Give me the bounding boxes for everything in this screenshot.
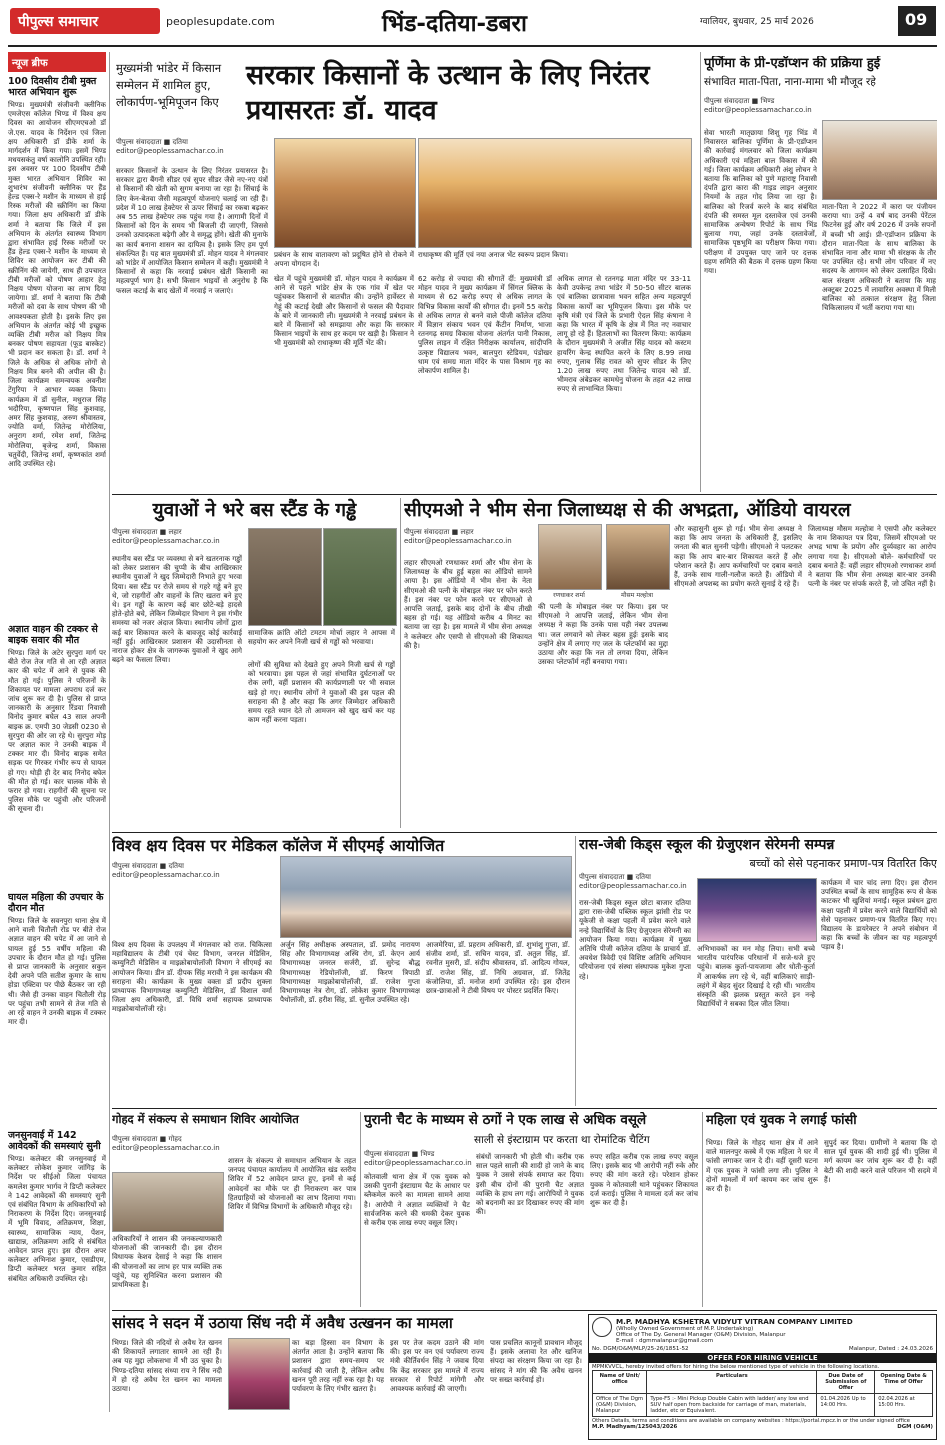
cmo-col-4: जिलाध्यक्ष मौसम मल्होत्रा ने एसपी और कलेक्टर के नाम शिकायत पत्र दिया, जिसमें सीएमओ पर अभद्र भाषा के प्रयोग और दुर्व्यवहार का आरोप लगाया गया है। सीएमओ बोले- कर्मचारियों पर दबाव बनाते हैं: वहीं लहार सीएमओ रणधाकर शर्मा ने बताया कि भीम सेना अध्यक्ष बार-बार उनकी पत्नी के नंबर पर संपर्क करते हैं, जो उचित नहीं है। [808,524,936,589]
lead-col-4: अधिक लागत से रतनगढ़ माता मंदिर पर 33-11 केवी उपकेन्द्र तथा भांडेर में 50-50 सीटर बालक एवं बालिका छात्रावास भवन सहित अन्य महत्वपूर्ण विकास कार्यों का भूमिपूजन किया। इस मौके पर कृषि मंत्री एवं जिले के प्रभारी ऐदल सिंह कंषाना ने कहा कि भारत में कृषि के क्षेत्र में नित नए नवाचार लागू हो रहे हैं। हितलाभों का वितरण किया: कार्यक्रम के दौरान मुख्यमंत्री ने अजीत सिंह यादव को कस्टम हायरिंग केन्द्र स्थापित करने के लिए 8.99 लाख रुपए, गुलाब सिंह रावत को सुपर सीडर के लिए 1.20 लाख रुपए तथा जितेन्द्र यादव को डॉ. भीमराव अंबेडकर कामधेनु योजना के तहत 42 लाख रुपए से लाभान्वित किया। [557,274,691,394]
brief-item [8,892,106,1126]
gohad-story [112,1112,357,1307]
tender-email: E-mail : dgmmalanpur@gmail.com [616,1338,714,1344]
purnima-headline: पूर्णिमा के प्री-एडॉप्शन की प्रक्रिया हुई [704,56,881,71]
bus-col-1: स्थानीय बस स्टैंड पर व्यवस्था से बने खतरनाक गड्ढों को लेकर प्रशासन की चुप्पी के बीच आखिरकार स्थानीय युवाओं ने खुद जिम्मेदारी निभाते हुए भरवा दिया। बस स्टैंड पर रोजे समय से गहरे गड्ढे बने हुए थे, जो राहगीरों और वाहनों के लिए खतरा बने हुए थे। इन गड्ढों के कारण कई बार छोटे-बड़े हादसे होते-होते बचे, लेकिन जिम्मेदार विभाग ने इस गंभीर समस्या को नजर अंदाज किया। स्थानीय लोगों द्वारा कई बार शिकायत करने के बावजूद कोई कार्रवाई नहीं हुई। आखिरकार प्रशासन की उदासीनता से नाराज होकर क्षेत्र के जागरूक युवाओं ने खुद आगे बढ़ने का फैसला लिया। [112,554,242,665]
table-row [593,1394,933,1417]
byline-name: पीपुल्स संवाददाता [404,528,450,536]
byline-place: लहार [460,528,474,536]
lead-story [112,52,697,492]
column-divider [400,498,401,828]
section-rule [112,832,937,833]
bus-photo-2 [323,528,397,626]
tender-ref: No. DGM/O&M/MLP/25-26/1851-52 [592,1346,689,1352]
cmo-col-3: और कहासुनी शुरू हो गई। भीम सेना अध्यक्ष ने कहा कि आप जनता के अधिकारी हैं, इसलिए जनता की बात सुननी पड़ेगी। सीएमओ ने पलटकर कहा कि आप बार-बार शिकायत करते हैं और परेशान करते हैं। आप कर्मचारियों पर दबाव बनाते हैं, उनके साथ गाली-गलौज करते हैं। ऑडियो में सीएमओ अपशब्द का प्रयोग करते सुनाई दे रहे हैं। [674,524,802,589]
tb-day-col-1: विश्व क्षय दिवस के उपलक्ष्य में मंगलवार को राज. चिकित्सा महाविद्यालय के टीबी एवं चेस्ट विभाग, जनरल मेडिसिन, कम्युनिटी मेडिसिन व माइक्रोबायोलॉजी विभाग ने सीएमई का आयोजन किया। डीन डॉ. दीपक सिंह मरावी ने इस कार्यक्रम की सराहना की। कार्यक्रम के मुख्य वक्ता डॉ प्रदीप शुक्ला प्राध्यापक विभागाध्यक्ष कम्युनिटी मेडिसिन, डॉ विशाल वर्मा जिला क्षय अधिकारी, डॉ. विधि शर्मा सहायक प्राध्यापक माइक्रोबायोलॉजी रहे। [112,940,272,1014]
cmo-story [404,498,937,828]
masthead [0,0,945,46]
brief-title: घायल महिला की उपचार के दौरान मौत [8,892,104,914]
column-divider [575,836,576,1106]
section-rule [112,494,937,495]
byline-name: पीपुल्स संवाददाता [112,1135,158,1143]
cmo-col-2: की पत्नी के मोबाइल नंबर पर किया। इस पर सीएमओ ने आपत्ति जताई, लेकिन भीम सेना अध्यक्ष ने कहा कि उनके पास यही नंबर उपलब्ध था। जल लगवाने को लेकर बहस हुईः इसके बाद उन्होंने क्षेत्र में लगाए गए जल के प्लेटफॉर्म का मुद्दा उठाया और कहा कि नल तो लगवा दिया, लेकिन उसका प्लेटफॉर्म नहीं बनवाया गया। [538,602,668,667]
fraud-headline: पुरानी चैट के माध्यम से ठगों ने एक लाख से अधिक वसूले [364,1112,647,1128]
tb-day-headline: विश्व क्षय दिवस पर मेडिकल कॉलेज में सीएमई आयोजित [112,836,445,855]
byline: पीपुल्स संवाददाता ■ दतिया [116,138,188,146]
byline-email: editor@peoplessamachar.co.in [112,1144,220,1152]
tender-ad [588,1314,937,1440]
suicide-col-1: भिण्ड। जिले के गोहद थाना क्षेत्र में आने वाले मालनपुर कस्बे में एक महिला ने घर में फांसी लगाकर जान दे दी। वहीं दूसरी घटना में एक युवक ने फांसी लगा ली। पुलिस ने दोनों मामलों में मर्ग कायम कर जांच शुरू कर दी है। [706,1138,818,1194]
byline-name: पीपुल्स संवाददाता [579,873,625,881]
byline-place: दतिया [168,862,184,870]
byline: पीपुल्स संवाददाता ■ भिण्ड [364,1150,435,1158]
tender-td: Type-F5 :- Mini Pickup Double Cabin with ladder/ any low end SUV half open from backside for carriage of man, materials, ladder, etc or Equivalent. [647,1394,817,1417]
brief-body: भिण्ड। जिले के सवनपुरा थाना क्षेत्र में आने वाली चितौली रोड पर बीते रोज अज्ञात वाहन की चपेट में आ जाने से घायल हुई 55 वर्षीय महिला की उपचार के दौरान मौत हो गई। पुलिस से प्राप्त जानकारी के अनुसार सकुन देवी अपने पति सतीश कुमार के साथ होडा एक्टिवा पर पीछे बैठकर जा रही थी। जैसे ही उनका वाहन चितौली रोड़ पर पहुंचा तभी सामने से तेज गति से आ रहे वाहन ने उनकी बाइक में टक्कर मार दी। [8,916,106,1027]
brief-item [8,624,106,888]
brief-body: भिण्ड। कलेक्टर की जनसुनवाई में कलेक्टर लोकेश कुमार जांगिड़ के निर्देश पर सीईओ जिला पंचायत कमलेश कुमार भार्गव ने डिप्टी कलेक्टर ने 142 आवेदकों की समस्याएं सुनी एवं संबंधित विभाग के अधिकारियों को निराकरण के निर्देश दिए। जनसुनवाई में भूमि विवाद, अतिक्रमण, शिक्षा, स्वास्थ्य, सामाजिक न्याय, पेंशन, खाद्यान्न, अतिक्रमण आदि से संबंधित आवेदन प्राप्त हुए। इस दौरान अपर कलेक्टर अभिनाश कुमार, एसडीएम, डिप्टी कलेक्टर भरत कुमार सहित संबंधित अधिकारी उपस्थित रहे। [8,1154,106,1283]
tender-intro: MPMKVVCL, hereby invited offers for hiring the below mentioned type of vehicle in the following locations. [592,1364,880,1370]
mp-col-4: पास प्रचलित कानूनों प्रावधान मौजूद हैं। इसके अलावा रेत और खनिज संपदा का संरक्षण किया जा रहा है। सांसद ने मांग की कि अवैध खनन पर सख्त कार्रवाई हो। [490,1338,582,1384]
tender-th: Opening Date & Time of Offer [875,1371,933,1394]
purnima-col-1: सेवा भारती मातृछाया शिशु गृह भिंड में निवासरत बालिका पूर्णिमा के प्री-एडॉप्शन की कार्रवाई मंगलवार को जिला कार्यक्रम अधिकारी एवं महिला बाल विकास में की गई। जिला कार्यक्रम अधिकारी अंशु लोचन ने बताया कि बालिका को पुणे महाराष्ट्र निवासी दंपति द्वारा कारा की गाइड लाइन अनुसार नियमों के तहत गोद लिया जा रहा है। बालिका को रिजर्व करने के बाद संबंधित दंपति की समस्त मूल दस्तावेज एवं उनकी सामाजिक अन्वेषण रिपोर्ट के साथ भिंड बुलाया गया, जहां उनके दस्तावेजों, सामाजिक पृष्ठभूमि का परीक्षण किया गया। परीक्षण में उपयुक्त पाए जाने पर दत्तक ग्रहण समिति की बैठक में दत्तक ग्रहण किया गया। [704,128,817,276]
gohad-headline: गोहद में संकल्प से समाधान शिविर आयोजित [112,1112,299,1126]
tender-footer1: Others Details, terms and conditions are available on company websites : https://portal.mpcz.in or the under signed office [592,1418,910,1424]
cmo-headline: सीएमओ ने भीम सेना जिलाध्यक्ष से की अभद्रता, ऑडियो वायरल [404,499,851,521]
cmo-photo-name-1: रणधाकर शर्मा [553,592,585,599]
brief-title: 100 दिवसीय टीबी मुक्त भारत अभियान शुरू [8,76,97,98]
bus-story [112,498,397,828]
byline: पीपुल्स संवाददाता ■ गोहद [112,1135,182,1143]
byline: पीपुल्स संवाददाता ■ दतिया [579,873,651,881]
tender-sub2: Office of The Dy. General Manager (O&M) Division, Malanpur [616,1332,786,1338]
gohad-photo [112,1172,224,1232]
tb-day-photo [280,856,572,938]
tender-td: Office of The Dgm (O&M) Division, Malanpur [593,1394,647,1417]
suicide-col-2: सुपुर्द कर दिया। ग्रामीणों ने बताया कि दो साल पूर्व युवक की शादी हुई थी। पुलिस में मर्ग कायम कर जांच शुरू कर दी है। वहीं बेटी की शादी करने वाले परिजन भी सदमे में हैं। [824,1138,937,1184]
cmo-photo-2 [606,524,670,590]
fraud-col-3: रुपए सहित करीब एक लाख रुपए वसूल लिए। इसके बाद भी आरोपी नहीं रुके और रुपए की मांग करते रहे। परेशान होकर युवक ने कोतवाली थाने पहुंचकर शिकायत दर्ज कराई। पुलिस ने मामला दर्ज कर जांच शुरू कर दी है। [590,1152,698,1208]
byline: पीपुल्स संवाददाता ■ लहार [404,528,474,536]
school-subhead: बच्चों को सेसे पहनाकर प्रमाण-पत्र वितरित किए [749,857,937,870]
tender-sub1: (Wholly Owned Government of M.P. Undertaking) [616,1326,754,1332]
lead-col-3: 62 करोड़ से ज्यादा की सौगातें दीं: मुख्यमंत्री डॉ मोहन यादव ने मुख्य कार्यक्रम में सिंगल क्लिक के माध्यम से 62 करोड़ रुपए से अधिक लागत के विभिन्न विकास कार्यों की सौगात दी। इनमें 55 करोड़ से अधिक लागत से बनने वाले पीजी कॉलेज दतिया में विज्ञान संकाय भवन एवं कैंटीन निर्माण, भाजा रतनगढ़ समग्र विकास योजना अंतर्गत पानी निकास, पुलिस लाइन में रक्षित निरीक्षक कार्यालय, सांदीपनि उत्कृष्ट विद्यालय भवन, बालपुरा स्टेडियम, पंडोखर धाम एवं समग्र माता मंदिर के पास विश्राम गृह का लोकार्पण शामिल है। [418,274,552,376]
school-col-1: रास-जेबी किड्स स्कूल छोटा बाजार दतिया द्वारा रास-जेबी पब्लिक स्कूल झांसी रोड पर यूकेजी से कक्षा पहली में प्रवेश करने वाले नन्हे विद्यार्थियों के लिए ग्रेजुएशन सेरेमनी का आयोजन किया गया। कार्यक्रम में मुख्य अतिथि पीजी कॉलेज दतिया के प्राचार्य डॉ. अवधेश त्रिवेदी एवं विशिष्ट अतिथि अभियान परियोजना एवं संस्था संस्थापक मुकेश गुप्ता रहे। [579,898,691,981]
tender-footer2: M.P. Madhyam/125043/2026 [592,1424,678,1430]
school-photo [697,878,817,942]
purnima-photo [822,120,937,200]
lead-kicker: मुख्यमंत्री भांडेर में किसान सम्मेलन में शामिल हुए, लोकार्पण-भूमिपूजन किए [116,61,222,109]
column-divider [702,1112,703,1307]
tender-footer3: DGM (O&M) [897,1424,933,1430]
fraud-col-1: कोतवाली थाना क्षेत्र में एक युवक को उसकी पुरानी इंस्टाग्राम चैट के आधार पर ब्लैकमेल करने का मामला सामने आया है। आरोपी ने अज्ञात व्यक्तियों ने चैट सार्वजनिक करने की धमकी देकर युवक से करीब एक लाख रुपए वसूल लिए। [364,1172,470,1228]
lead-caption-1: प्रबंधन के साथ वातावरण को प्रदूषित होने से रोकने में अपना योगदान दें। [274,250,414,269]
brief-body: भिण्ड। मुख्यमंत्री संजीवनी क्लीनिक एमजेएस कॉलेज भिण्ड में विश्व क्षय दिवस का आयोजन सीएमएचओ डॉ जे.एस. यादव के निर्देशन एवं जिला क्षय अधिकारी डॉ डीके शर्मा के मार्गदर्शन में किया गया। इसमें भिण्ड मधयसकंतु वर्षा कालोनि उपस्थित रही। इस अवसर पर 100 दिवसीय टीबी मुक्त भारत अभियान शिविर का शुभारंभ संजीवनी क्लीनिक पर हैंड हेल्ड एक्स-रे मशीन के माध्यम से हाई रिस्क मरीजों की स्क्रीनिंग का किया गया। जिला क्षय अधिकारी डॉ डीके शर्मा ने बताया कि जिले में इस अभियान के अंतर्गत स्वास्थ्य विभाग द्वारा संभावित हाई रिस्क मरीजों पर हैंड हेल्ड एक्स-रे मशीन के माध्यम से शिविर का आयोजन कर टीबी की स्क्रीनिंग की जायेगी, साथ ही उपचारत टीबी मरीजों को पोषण आहार हेतु निक्षय पोषण योजना का लाभ दिया जायेगा। डॉ. शर्मा ने बताया कि टीबी मरीजों को दवा के साथ पोषण की भी आवश्यकता होती है। इसके लिए इस अभियान के अंतर्गत कोई भी इच्छुक व्यक्ति टीबी मरीज को निक्षय मित्र बनकर पोषण सहायता (फूड बास्केट) भी प्रदान कर सकता है। डॉ. शर्मा ने जिले के अधिक से अधिक लोगों से निक्षय मित्र बनने की अपील की है। जिला कार्यक्रम समन्वयक अवनीश टेंगुरिया ने आभार व्यक्त किया। कार्यक्रम में डॉ सुनील, मधुराज सिंह भदौरिया, कृष्णपाल सिंह कुशवाह, अमर सिंह कुशवाह, अरुण श्रीवास्तव, ज्योति वर्मा, जितेन्द्र मोरोलिया, अनुराग शर्मा, रमेश शर्मा, जितेन्द्र मोरोलिया, बृजेन्द्र शर्मा, विकास चतुर्वेदी, जितेन्द्र शर्मा, कृष्णकांत शर्मा आदि उपस्थित रहे। [8,100,106,468]
lead-col-1: सरकार किसानों के उत्थान के लिए निरंतर प्रयासरत है। सरकार द्वारा बैंगनी सीडर एवं सुपर सीडर जैसे नए-नए यंत्रों से किसानों की खेती को सुगम बनाया जा रहा है। सिंचाई के लिए केन-बेतवा जैसी महत्वपूर्ण योजनाएं चलाई जा रही हैं। प्रदेश में 10 लाख हेक्टेयर से ऊपर सिंचाई का रकबा बढ़कर अब 55 लाख हेक्टेयर तक पहुंच गया है। आगामी दिनों में किसानों को दिन के समय भी बिजली दी जाएगी, जिससे उनको उत्पादकता बढ़ेगी और वे समृद्ध होंगे। खेती की मुनाफे का कार्य बनाना शासन का दायित्व है। इसके लिए हम पूर्ण संकल्पित हैं। यह बात मुख्यमंत्री डॉ. मोहन यादव ने मंगलवार को भांडेर में आयोजित किसान सम्मेलन में कही। मुख्यमंत्री ने किसानों से कहा कि नरवाई प्रबंधन खेती किसानी का महत्वपूर्ण भाग है। सभी किसान भाइयों से अनुरोध है कि फसल कटाई के बाद खेतों में नरवाई न जलाएं। [116,166,268,295]
brief-body: भिण्ड। जिले के अटेर सुरपुरा मार्ग पर बीते रोज तेज गति से आ रही अज्ञात कार की चपेट में आने से युवक की मौत हो गई। पुलिस ने परिजनों के शिकायत पर मामला अपराध दर्ज कर जांच शुरू कर दी है। पुलिस से प्राप्त जानकारी के अनुसार रिंडवा निवासी विनोद कुमार बघेल 43 साल अपनी बाइक क्र. एमपी 30 जेडसी 0230 से सुरपुरा की ओर जा रहे थे। सुरपुरा मोड़ पर अज्ञात कार ने उनकी बाइक में टक्कर मार दी। विनोद बाइक समेत सड़क पर गिरकर गंभीर रूप से घायल हो गए। थोड़ी ही देर बाद निनोद बघेल की मौत हो गई। कार चालक मौके से फरार हो गया। राहगीरों की सूचना पर पुलिस मौके पर पहुंची और परिजनों की सूचना दी। [8,648,106,814]
byline-place: दतिया [172,138,188,146]
mp-headline: सांसद ने सदन में उठाया सिंध नदी में अवैध उत्खनन का मामला [112,1314,453,1332]
byline: पीपुल्स संवाददाता ■ भिण्ड [704,97,775,105]
column-divider [360,1112,361,1307]
cmo-col-1: लहार सीएमओ रणधाकर शर्मा और भीम सेना के जिलाध्यक्ष के बीच हुई बहस का ऑडियो सामने आया है। इस ऑडियो में भीम सेना के नेता सीएमओ की पत्नी के मोबाइल नंबर पर फोन करते हैं। इस नंबर पर फोन करने पर सीएमओ से आपत्ति जताई, इसके बाद दोनों के बीच तीखी बहस हो गई। यह ऑडियो करीब 4 मिनट का बताया जा रहा है। इस मामले में भीम सेना अध्यक्ष ने कलेक्टर और एसपी से सीएमओ की शिकायत की है। [404,558,532,650]
tb-day-col-3: आजमेरिया, डॉ. प्रहराम अधिकारी, डॉ. शुभांशु गुप्ता, डॉ. संजीव शर्मा, डॉ. सचिन यादव, डॉ. अतुल सिंह, डॉ. रवनीत मुसरी, डॉ. संदीप श्रीवास्तव, डॉ. आदित्य गोयल, डॉ. राजेश सिंह, डॉ. निधि अग्रवाल, डॉ. जितेंद्र कंजोलिया, डॉ. मनोज शर्मा उपस्थित रहे। इस दौरान छात्र-छात्राओं ने टीबी विषय पर पोस्टर प्रदर्शित किए। [426,940,570,996]
tender-th: Name of Unit/ office [593,1371,647,1394]
purnima-col-2: माता-पिता ने 2022 में कारा पर पंजीयन कराया था। उन्हें 4 वर्ष बाद उनकी पेरेंटल फिटनेस हुई और वर्ष 2026 में उनके सपनों में बच्ची भी आई। प्री-एडॉप्शन प्रक्रिया के दौरान माता-पिता के साथ बालिका के संभावित नाना और मामा भी संरक्षक के तौर पर उपस्थित रहे। सभी लोग परिवार में नए सदस्य के आगमन को लेकर उत्साहित दिखे। बाल संरक्षण अधिकारी ने बताया कि माह अक्टूबर 2025 में लावारिस अवस्था में मिली बालिका को तत्काल संरक्षण हेतु जिला चिकित्सालय में भर्ती कराया गया था। [822,202,936,313]
company-logo-icon [592,1317,612,1337]
fraud-col-2: संबंधों जानकारी भी होती थी। करीब एक साल पहले साली की शादी हो जाने के बाद युवक ने उससे संपर्क समाप्त कर दिया। इसी बीच दोनों की पुरानी चैट अज्ञात व्यक्ति के हाथ लग गई। आरोपियों ने युवक को बदनामी का डर दिखाकर रुपए की मांग की। [476,1152,584,1217]
byline-place: लहार [168,528,182,536]
mp-photo [228,1338,290,1410]
tender-title: OFFER FOR HIRING VEHICLE [589,1353,936,1363]
logo-box [10,8,160,34]
byline-place: गोहद [168,1135,182,1143]
section-rule [112,1108,937,1109]
lead-headline: सरकार किसानों के उत्थान के लिए निरंतर प्रयासरतः डॉ. यादव [246,60,650,126]
byline: पीपुल्स संवाददाता ■ दतिया [112,862,184,870]
byline-place: भिण्ड [760,97,775,105]
tb-day-col-2: अर्जुन सिंह अधीक्षक अस्पताल, डॉ. प्रमोद नारायण सिंह और विभागाध्यक्ष अस्थि रोग, डॉ. केएन आर्य विभागाध्यक्ष जनरल सर्जरी, डॉ. सुरेन्द्र बौद्ध विभागाध्यक्ष रेडियोलॉजी, डॉ. किरण त्रिपाठी विभागाध्यक्ष माइक्रोबायोलॉजी, डॉ. राजेश गुप्ता विभागाध्यक्ष नेत्र रोग, डॉ. लोकेश कुमार विभागाध्यक्ष पैथोलॉजी, डॉ. हरीश सिंह, डॉ. सुनील उपस्थित रहे। [280,940,420,1005]
cmo-photo-1 [538,524,602,590]
lead-caption-2: राधाकृष्ण की मूर्ति एवं नया अनाज भेंट स्वरूप प्रदान किया। [418,250,569,259]
byline-email: editor@peoplessamachar.co.in [116,147,224,155]
brief-item [8,1130,106,1404]
tender-table-header [593,1371,933,1394]
purnima-subhead: संभावित माता-पिता, नाना-मामा भी मौजूद रहे [704,76,876,88]
tender-td: 02.04.2026 at 15:00 Hrs. [875,1394,933,1417]
byline-name: पीपुल्स संवाददाता [112,862,158,870]
cmo-photo-name-2: मौसम मल्होत्रा [621,592,653,599]
byline-name: पीपुल्स संवाददाता [112,528,158,536]
byline-place: दतिया [635,873,651,881]
tender-company: M.P. MADHYA KSHETRA VIDYUT VITRAN COMPANY LIMITED [616,1317,853,1326]
tender-th: Particulars [647,1371,817,1394]
date-line: ग्वालियर, बुधवार, 25 मार्च 2026 [700,17,814,27]
suicide-headline: महिला एवं युवक ने लगाई फांसी [706,1113,857,1128]
lead-photo-crowd [418,138,692,248]
mp-story [112,1314,582,1438]
tender-table [592,1370,933,1417]
news-brief-column [8,52,106,1412]
tender-header-text [616,1317,933,1344]
news-brief-tag [8,52,106,72]
section-title: भिंड-दतिया-डबरा [382,11,527,37]
byline-email: editor@peoplessamachar.co.in [579,882,687,890]
masthead-rule [8,45,937,47]
byline-place: भिण्ड [420,1150,435,1158]
byline-email: editor@peoplessamachar.co.in [112,537,220,545]
gohad-col-1: शासन के संकल्प से समाधान अभियान के तहत जनपद पंचायत कार्यालय में आयोजित खंड स्तरीय शिविर में 52 आवेदन प्राप्त हुए, इनमें से कई आवेदनों का मौके पर ही निराकरण कर पात्र हितग्राहियों को योजनाओं का लाभ दिलाया गया। शिविर में विभिन्न विभागों के अधिकारी मौजूद रहे। [228,1156,356,1212]
column-divider [109,52,110,1412]
tender-td: 01.04.2026 Up to 14:00 Hrs. [817,1394,875,1417]
school-col-2: अभिभावकों का मन मोह लिया। सभी बच्चे भारतीय पारंपरिक परिधानों में सजे-धजे हुए पहुंचे। बालक कुर्ता-पायजामा और धोती-कुर्ता में आकर्षक लग रहे थे, वहीं बालिकाएं साड़ी-लहंगे में बेहद सुंदर दिखाई दे रही थीं। भारतीय संस्कृति की झलक प्रस्तुत करते इन नन्हे विद्यार्थियों ने सबका दिल जीत लिया। [697,944,815,1009]
tb-day-story [112,836,572,1106]
tender-place-date: Malanpur, Dated : 24.03.2026 [848,1346,933,1352]
tender-th: Due Date of Submission of Offer [817,1371,875,1394]
page-number: 09 [905,10,928,29]
byline-name: पीपुल्स संवाददाता [116,138,162,146]
byline-email: editor@peoplessamachar.co.in [404,537,512,545]
bus-caption: सामाजिक क्रांति ऑटो टमटम मोर्चा लहार ने आपस में सहयोग कर अपने निजी खर्च से गड्ढों को भरवाया। [248,628,395,647]
tender-footer-row [589,1424,936,1430]
brief-item [8,76,106,620]
lead-photo-cm-speech [274,138,416,248]
bus-photo-1 [248,528,322,626]
mp-col-3: इस पर तेज कदम उठाने की मांग की। इस पर वन एवं पर्यावरण राज्य मंत्री कीर्तिवर्धन सिंह ने जवाब दिया कि केंद्र सरकार इस मामले में राज्य सरकार से रिपोर्ट मांगेगी और आवश्यक कार्रवाई की जाएगी। [390,1338,484,1394]
lead-byline-block [116,138,266,155]
bus-headline: युवाओं ने भरे बस स्टैंड के गड्ढे [152,499,357,521]
byline-email: editor@peoplessamachar.co.in [112,871,220,879]
school-story [579,836,937,1106]
page-number-box [898,6,936,36]
brief-title: अज्ञात वाहन की टक्कर से बाइक सवार की मौत [8,624,98,646]
purnima-story [704,56,937,492]
mp-col-2: का बड़ा हिस्सा वन विभाग के अंतर्गत आता है। उन्होंने बताया कि प्रशासन द्वारा समय-समय पर कार्रवाई की जाती है, लेकिन अवैध खनन पूरी तरह नहीं रुक रहा है। यह पर्यावरण के लिए गंभीर खतरा है। [292,1338,384,1394]
brief-title: जनसुनवाई में 142 आवेदकों की समस्याएं सुनी [8,1130,101,1152]
site-url: peoplesupdate.com [166,15,275,28]
byline-name: पीपुल्स संवाददाता [704,97,750,105]
school-col-3: कार्यक्रम में चार चांद लगा दिए। इस दौरान उपस्थित बच्चों के साथ सामूहिक रूप से केक काटकर भी खुशियां मनाईं। स्कूल प्रबंधन द्वारा कक्षा पहली में प्रवेश करने वाले विद्यार्थियों को सेसे पहनाकर प्रमाण-पत्र वितरित किए गए। विद्यालय के डायरेक्टर ने अपने संबोधन में कहा कि बच्चों के जीवन का यह महत्वपूर्ण पड़ाव है। [821,878,937,952]
suicide-story [706,1112,937,1307]
mp-col-1: भिण्ड। जिले की नदियों से अवैध रेत खनन की शिकायतें लगातार सामने आ रही हैं। अब यह मुद्दा लोकसभा में भी उठ चुका है। भिण्ड-दतिया सांसद संध्या राय ने सिंध नदी में हो रहे अवैध रेत खनन का मामला उठाया। [112,1338,222,1394]
school-headline: रास-जेबी किड्स स्कूल की ग्रेजुएशन सेरेमनी सम्पन्न [579,837,835,853]
lead-col-2: खेत में पहुंचे मुख्यमंत्री डॉ. मोहन यादव ने कार्यक्रम में आने से पहले भांडेर क्षेत्र के एक गांव में खेत पर पहुंचकर किसानों से बातचीत की। उन्होंने हार्वेस्टर से गेहूं की कटाई देखी और किसानों से फसल की पैदावार के बारे में जानकारी ली। मुख्यमंत्री ने नरवाई प्रबंधन के बारे में किसानों को समझाया और कहा कि सरकार किसान भाइयों के साथ हर कदम पर खड़ी है। किसान ने भी मुख्यमंत्री को राधाकृष्ण की मूर्ति भेंट की। [274,274,414,348]
fraud-subhead: साली से इंस्टाग्राम पर करता था रोमांटिक चैटिंग [474,1134,650,1146]
byline-email: editor@peoplessamachar.co.in [704,106,812,114]
byline-email: editor@peoplessamachar.co.in [364,1159,472,1167]
tender-ref-row [589,1346,936,1352]
byline: पीपुल्स संवाददाता ■ लहार [112,528,182,536]
gohad-col-2: अधिकारियों ने शासन की जनकल्याणकारी योजनाओं की जानकारी दी। इस दौरान विधायक केशव देसाई ने कहा कि शासन की योजनाओं का लाभ हर पात्र व्यक्ति तक पहुंचे, यह सुनिश्चित करना प्रशासन की प्राथमिकता है। [112,1234,222,1290]
bus-col-2: लोगों की सुविधा को देखते हुए अपने निजी खर्च से गड्ढों को भरवाया। इस पहल से जहां संभावित दुर्घटनाओं पर रोक लगी, वहीं प्रशासन की कार्यप्रणाली पर भी सवाल खड़े हो गए। स्थानीय लोगों ने युवाओं की इस पहल की सराहना की है और कहा कि अगर जिम्मेदार अधिकारी समय रहते ध्यान देते तो आमजन को खुद खर्च कर यह काम नहीं करना पड़ता। [248,660,395,725]
section-rule [112,1310,937,1311]
logo: पीपुल्स समाचार [18,14,99,30]
news-brief-tag-label: न्यूज ब्रीफ [12,58,48,69]
tender-header [589,1315,936,1346]
fraud-story [364,1112,699,1307]
byline-name: पीपुल्स संवाददाता [364,1150,410,1158]
tender-table-wrap [589,1370,936,1417]
column-divider [700,52,701,492]
